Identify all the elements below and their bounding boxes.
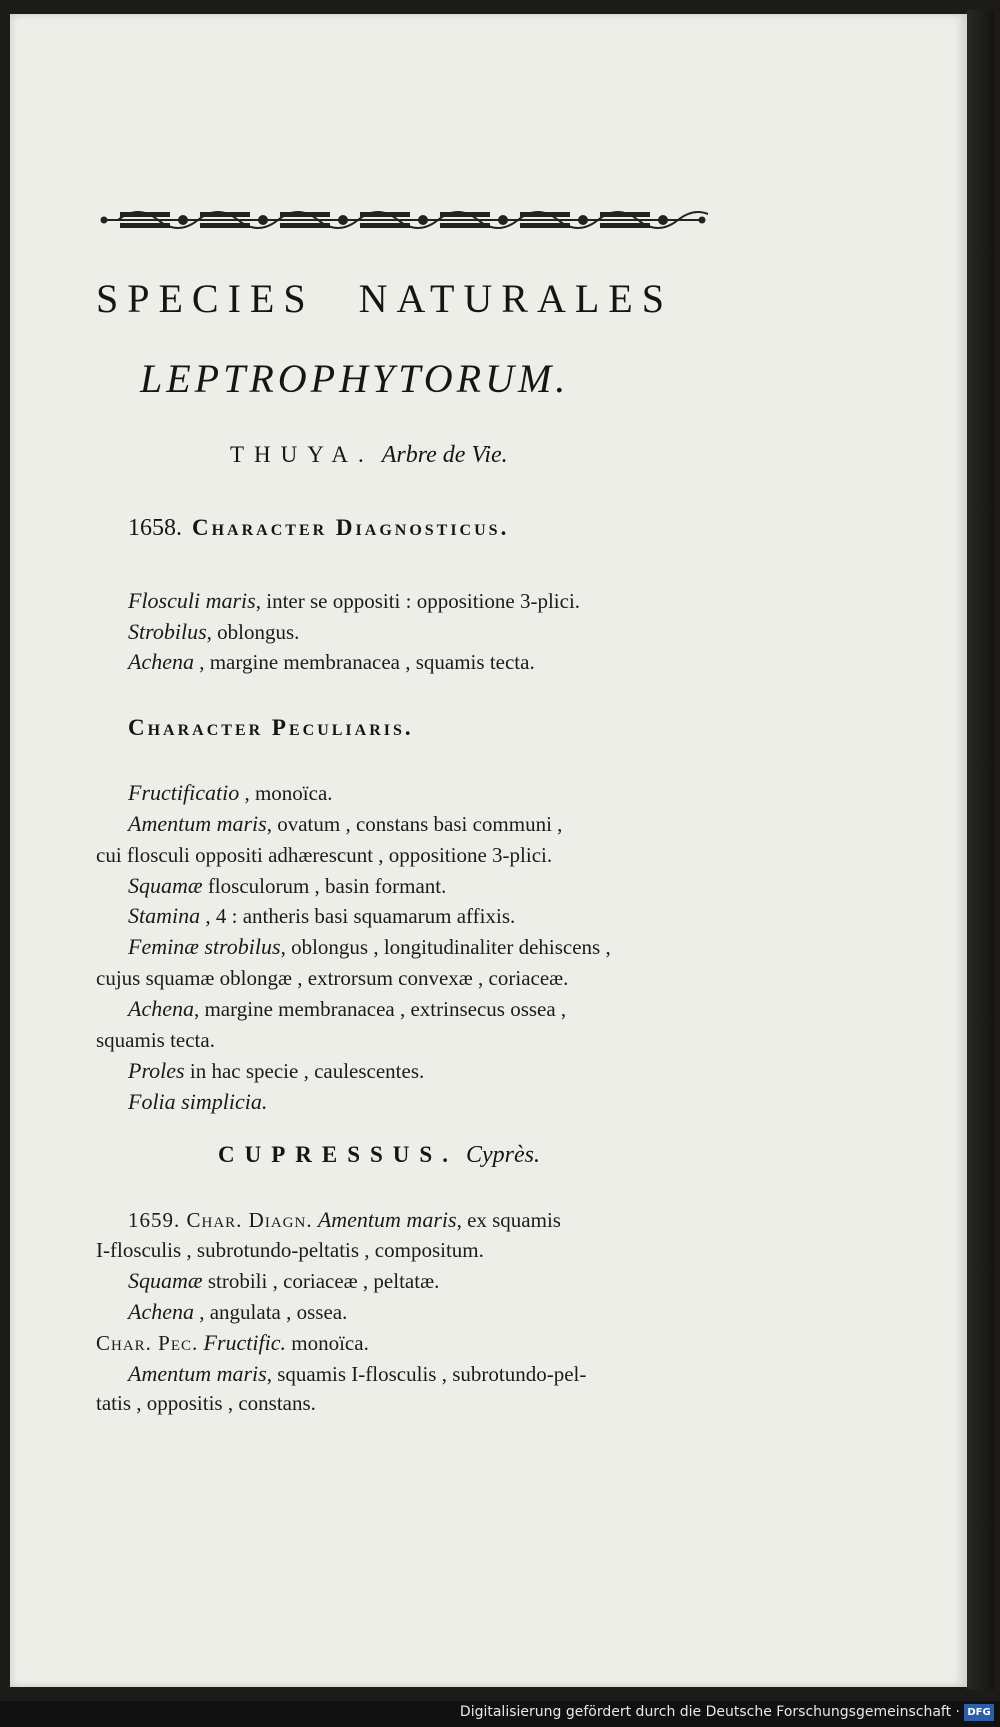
genus-vernacular: Cyprès.: [465, 1142, 540, 1168]
text: strobili , coriaceæ , peltatæ.: [202, 1269, 440, 1293]
text: I-flosculis , subrotundo-peltatis , compositum.: [96, 1238, 484, 1262]
title-word-1: SPECIES: [96, 276, 315, 321]
text: , oblongus , longitudinaliter dehiscens ,: [280, 935, 611, 959]
text-line: [128, 873, 446, 899]
heading-text: Character Diagnosticus.: [192, 515, 510, 540]
term: Stamina: [128, 903, 201, 928]
term: Folia simplicia.: [128, 1089, 268, 1114]
text-line: [128, 1058, 424, 1084]
term: Proles: [128, 1058, 185, 1083]
term: Fructific.: [203, 1330, 287, 1355]
text: , 4 : antheris basi squamarum affixis.: [200, 904, 516, 928]
book-edge: [967, 10, 994, 1690]
term: Amentum maris: [128, 811, 267, 836]
text-line: [128, 934, 611, 960]
text: , inter se oppositi : oppositione 3-plici.: [255, 589, 581, 613]
term: Amentum maris: [317, 1207, 457, 1232]
text: tatis , oppositis , constans.: [96, 1391, 316, 1415]
term: Squamæ: [128, 1268, 203, 1293]
text-line: [96, 842, 552, 868]
text-line: [128, 1299, 347, 1325]
text: cui flosculi oppositi adhærescunt , oppositione 3-plici.: [96, 843, 553, 867]
term: Strobilus: [128, 619, 207, 644]
text-line: [128, 649, 535, 675]
genus-vernacular: Arbre de Vie.: [381, 442, 508, 468]
genus-name: THUYA.: [230, 442, 374, 467]
text: squamis tecta.: [96, 1028, 215, 1052]
dfg-logo: DFG: [964, 1704, 994, 1721]
text-line: [96, 1330, 369, 1356]
section-heading-diagnosticus: [128, 515, 509, 542]
line-prefix: 1659. Char. Diagn.: [128, 1208, 313, 1232]
text: in hac specie , caulescentes.: [184, 1059, 425, 1083]
text-line: [128, 1361, 586, 1387]
term: Squamæ: [128, 873, 203, 898]
text-line: [128, 588, 580, 614]
genus-name: CUPRESSUS.: [218, 1142, 458, 1167]
term: Amentum maris: [128, 1361, 267, 1386]
text: , angulata , ossea.: [193, 1300, 348, 1324]
footer-credit: Digitalisierung gefördert durch die Deutsche Forschungsgemeinschaft ·: [459, 1704, 960, 1720]
text: , monoïca.: [239, 781, 333, 805]
ornament-band: [98, 202, 708, 238]
term: Flosculi maris: [128, 588, 256, 613]
text: , margine membranacea , extrinsecus ossea ,: [193, 997, 567, 1021]
text-line: [96, 1238, 484, 1263]
text-line: [128, 619, 299, 645]
text: , ex squamis: [456, 1208, 561, 1232]
text-line: [96, 1391, 316, 1416]
text-line: [128, 1207, 561, 1233]
text: , ovatum , constans basi communi ,: [266, 812, 563, 836]
text-line: [96, 1027, 215, 1053]
page-subtitle: LEPTROPHYTORUM.: [140, 356, 570, 401]
text-line: [128, 1268, 439, 1294]
text: flosculorum , basin formant.: [202, 874, 447, 898]
text-line: [128, 780, 333, 806]
term: Feminæ strobilus: [128, 934, 281, 959]
text-line: [128, 1089, 267, 1115]
entry-number: 1658.: [128, 515, 182, 541]
text: cujus squamæ oblongæ , extrorsum convexæ , coriaceæ.: [96, 966, 569, 990]
text: , oblongus.: [206, 620, 300, 644]
line-prefix: Char. Pec.: [96, 1331, 199, 1355]
term: Achena: [128, 996, 194, 1021]
heading-text: Character Peculiaris.: [128, 715, 414, 740]
term: Achena: [128, 649, 194, 674]
text-line: [128, 903, 515, 929]
text-line: [128, 811, 562, 837]
text: , margine membranacea , squamis tecta.: [193, 650, 535, 674]
term: Achena: [128, 1299, 194, 1324]
title-word-2: NATURALES: [358, 276, 673, 321]
text: , squamis I-flosculis , subrotundo-pel-: [266, 1362, 587, 1386]
term: Fructificatio: [128, 780, 240, 805]
text-line: [128, 996, 566, 1022]
page-title: [96, 275, 736, 322]
text: monoïca.: [286, 1331, 369, 1355]
genus-heading-cupressus: [218, 1142, 540, 1169]
section-heading-peculiaris: [128, 715, 414, 741]
text-line: [96, 965, 568, 991]
genus-heading-thuya: [230, 442, 508, 469]
